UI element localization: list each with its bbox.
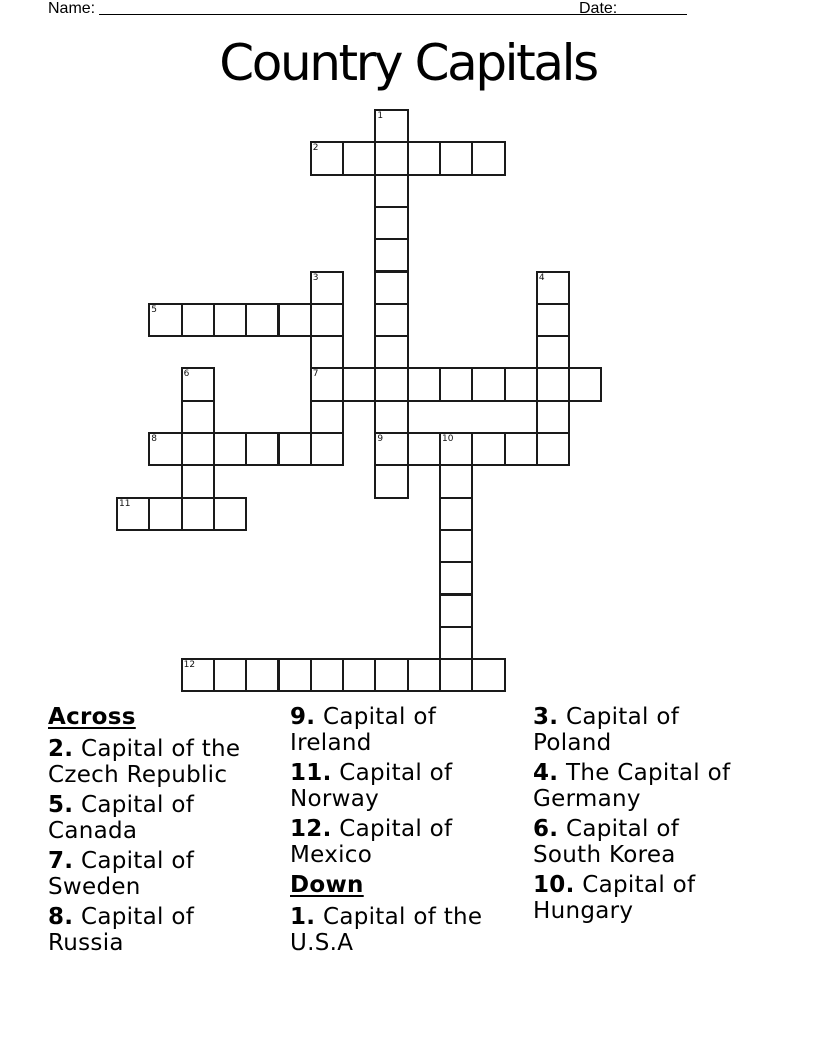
- clue-text: Capital of: [80, 792, 195, 818]
- clue-text: Capital of: [80, 848, 195, 874]
- grid-cell[interactable]: [471, 141, 505, 175]
- grid-cell[interactable]: [407, 432, 441, 466]
- cell-number: 12: [183, 660, 196, 671]
- grid-cell[interactable]: [471, 658, 505, 692]
- clue-text: Ireland: [290, 730, 372, 756]
- grid-cell[interactable]: [374, 658, 408, 692]
- grid-cell[interactable]: [181, 658, 215, 692]
- clue-text: Capital of: [582, 872, 696, 898]
- clue-number: 4.: [533, 760, 559, 786]
- clue-across-2: [48, 736, 263, 788]
- cell-number: 6: [183, 369, 190, 380]
- grid-cell[interactable]: [310, 658, 344, 692]
- grid-cell[interactable]: [245, 658, 279, 692]
- grid-cell[interactable]: [245, 303, 279, 337]
- grid-cell[interactable]: [310, 303, 344, 337]
- clue-number: 6.: [533, 816, 559, 842]
- clue-text: Capital of: [339, 816, 453, 842]
- grid-cell[interactable]: [342, 141, 376, 175]
- grid-cell[interactable]: [181, 367, 215, 401]
- grid-cell[interactable]: [342, 658, 376, 692]
- grid-cell[interactable]: [407, 141, 441, 175]
- grid-cell[interactable]: [407, 658, 441, 692]
- grid-cell[interactable]: [310, 400, 344, 434]
- grid-cell[interactable]: [536, 367, 570, 401]
- down-heading: Down: [290, 872, 364, 898]
- grid-cell[interactable]: [536, 303, 570, 337]
- cell-number: 5: [151, 304, 158, 315]
- grid-cell[interactable]: [310, 335, 344, 369]
- grid-cell[interactable]: [536, 335, 570, 369]
- clue-across-11: [290, 760, 515, 812]
- grid-cell[interactable]: [374, 367, 408, 401]
- grid-cell[interactable]: [407, 367, 441, 401]
- grid-cell[interactable]: [439, 141, 473, 175]
- clue-text: South Korea: [533, 842, 676, 868]
- clue-down-10: [533, 872, 773, 924]
- grid-cell[interactable]: [374, 206, 408, 240]
- grid-cell[interactable]: [342, 367, 376, 401]
- grid-cell[interactable]: [374, 432, 408, 466]
- clue-text: Poland: [533, 730, 612, 756]
- grid-cell[interactable]: [439, 529, 473, 563]
- clue-text: Canada: [48, 818, 138, 844]
- grid-cell[interactable]: [504, 432, 538, 466]
- clue-number: 3.: [533, 704, 559, 730]
- grid-cell[interactable]: [471, 432, 505, 466]
- clue-down-6: [533, 816, 773, 868]
- grid-cell[interactable]: [374, 335, 408, 369]
- grid-cell[interactable]: [310, 141, 344, 175]
- grid-cell[interactable]: [504, 367, 538, 401]
- clue-text: Hungary: [533, 898, 634, 924]
- cell-number: 7: [312, 369, 319, 380]
- clue-text: Capital of the: [80, 736, 241, 762]
- clue-number: 12.: [290, 816, 332, 842]
- name-label: Name:: [48, 0, 96, 17]
- clue-text: Capital of: [565, 816, 680, 842]
- clue-down-1: [290, 904, 515, 956]
- grid-cell[interactable]: [213, 432, 247, 466]
- grid-cell[interactable]: [245, 432, 279, 466]
- clue-number: 7.: [48, 848, 74, 874]
- clue-text: Capital of: [322, 704, 437, 730]
- clue-text: The Capital of: [565, 760, 731, 786]
- date-label: Date:: [579, 0, 618, 17]
- clue-column-3: [533, 704, 773, 928]
- grid-cell[interactable]: [374, 174, 408, 208]
- clue-text: U.S.A: [290, 930, 354, 956]
- clue-down-4: [533, 760, 773, 812]
- clue-column-1: [48, 704, 263, 960]
- grid-cell[interactable]: [374, 271, 408, 305]
- cell-number: 11: [119, 498, 131, 509]
- cell-number: 4: [538, 272, 545, 283]
- page-title: Country Capitals: [219, 34, 597, 92]
- clue-number: 11.: [290, 760, 332, 786]
- grid-cell[interactable]: [439, 561, 473, 595]
- clue-number: 1.: [290, 904, 316, 930]
- grid-cell[interactable]: [439, 464, 473, 498]
- clue-across-7: [48, 848, 263, 900]
- grid-cell[interactable]: [148, 497, 182, 531]
- grid-cell[interactable]: [374, 400, 408, 434]
- clue-across-8: [48, 904, 263, 956]
- grid-cell[interactable]: [439, 367, 473, 401]
- grid-cell[interactable]: [439, 626, 473, 660]
- clue-number: 8.: [48, 904, 74, 930]
- clue-number: 5.: [48, 792, 74, 818]
- grid-cell[interactable]: [536, 400, 570, 434]
- grid-cell[interactable]: [181, 464, 215, 498]
- cell-number: 10: [442, 434, 454, 444]
- clue-text: Czech Republic: [48, 762, 228, 788]
- grid-cell[interactable]: [278, 303, 312, 337]
- grid-cell[interactable]: [439, 594, 473, 628]
- grid-cell[interactable]: [536, 271, 570, 305]
- cell-number: 2: [312, 143, 319, 154]
- cell-number: 1: [377, 111, 384, 121]
- grid-cell[interactable]: [568, 367, 602, 401]
- clue-text: Mexico: [290, 842, 373, 868]
- grid-cell[interactable]: [181, 497, 215, 531]
- clue-across-5: [48, 792, 263, 844]
- clue-text: Capital of: [565, 704, 680, 730]
- grid-cell[interactable]: [310, 367, 344, 401]
- grid-cell[interactable]: [536, 432, 570, 466]
- clue-column-2: [290, 704, 515, 960]
- grid-cell[interactable]: [278, 658, 312, 692]
- grid-cell[interactable]: [181, 400, 215, 434]
- clue-text: Capital of: [80, 904, 195, 930]
- grid-cell[interactable]: [471, 367, 505, 401]
- across-heading: Across: [48, 704, 136, 730]
- grid-cell[interactable]: [278, 432, 312, 466]
- grid-cell[interactable]: [374, 303, 408, 337]
- cell-number: 9: [377, 434, 384, 444]
- grid-cell[interactable]: [181, 303, 215, 337]
- grid-cell[interactable]: [374, 238, 408, 272]
- clue-text: Capital of the: [322, 904, 483, 930]
- grid-cell[interactable]: [439, 497, 473, 531]
- cell-number: 8: [151, 434, 158, 444]
- clue-text: Germany: [533, 786, 641, 812]
- grid-cell[interactable]: [374, 109, 408, 143]
- clue-across-9: [290, 704, 515, 756]
- grid-cell[interactable]: [439, 432, 473, 466]
- clue-number: 2.: [48, 736, 74, 762]
- grid-cell[interactable]: [213, 303, 247, 337]
- clue-text: Sweden: [48, 874, 141, 900]
- grid-cell[interactable]: [439, 658, 473, 692]
- grid-cell[interactable]: [310, 271, 344, 305]
- grid-cell[interactable]: [213, 658, 247, 692]
- grid-cell[interactable]: [116, 497, 150, 531]
- grid-cell[interactable]: [213, 497, 247, 531]
- grid-cell[interactable]: [181, 432, 215, 466]
- grid-cell[interactable]: [374, 141, 408, 175]
- clue-text: Norway: [290, 786, 380, 812]
- grid-cell[interactable]: [148, 303, 182, 337]
- cell-number: 3: [312, 272, 319, 283]
- clue-text: Russia: [48, 930, 124, 956]
- clue-number: 10.: [533, 872, 575, 898]
- grid-cell[interactable]: [374, 464, 408, 498]
- clue-number: 9.: [290, 704, 316, 730]
- clue-text: Capital of: [339, 760, 453, 786]
- clue-across-12: [290, 816, 515, 868]
- clue-down-3: [533, 704, 773, 756]
- grid-cell[interactable]: [310, 432, 344, 466]
- grid-cell[interactable]: [148, 432, 182, 466]
